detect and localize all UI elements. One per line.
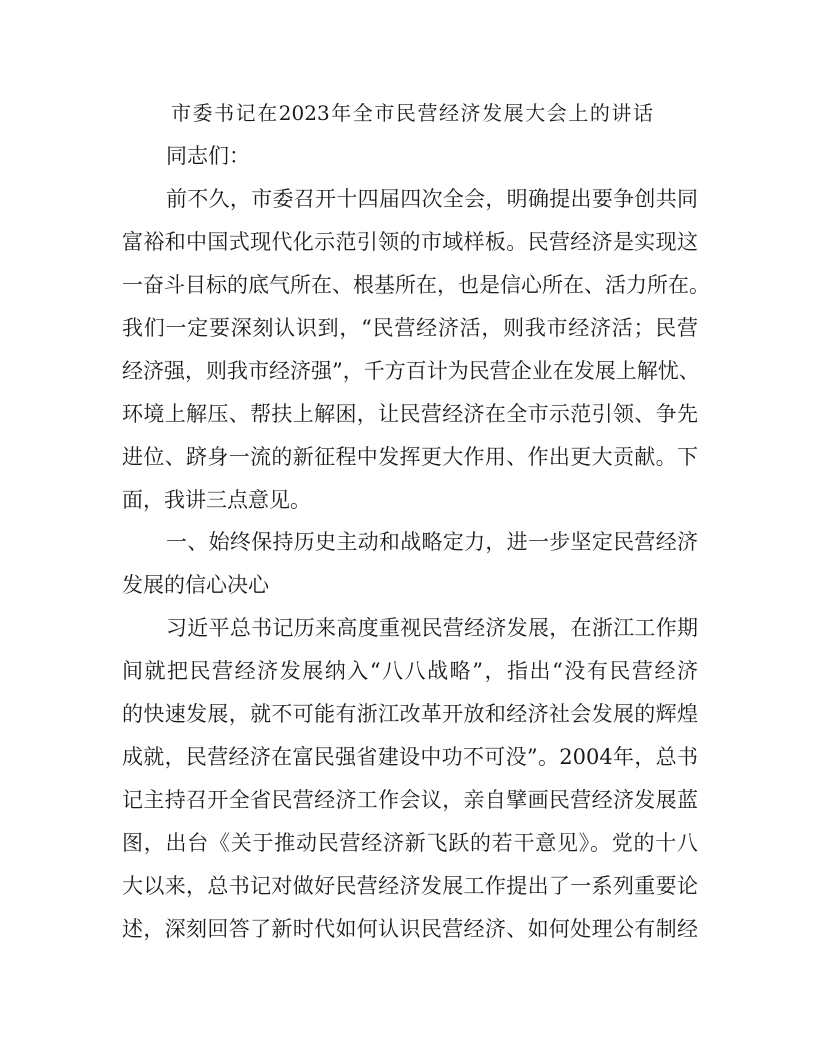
paragraph-line: 我们一定要深刻认识到，“民营经济活，则我市经济活；民营 [122,316,698,340]
paragraph-line: 环境上解压、帮扶上解困，让民营经济在全市示范引领、争先 [122,402,698,426]
salutation: 同志们： [166,144,250,168]
paragraph-line: 经济强，则我市经济强”，千方百计为民营企业在发展上解忧、 [122,359,700,383]
document-title: 市委书记在2023年全市民营经济发展大会上的讲话 [171,101,653,125]
heading-line: 发展的信心决心 [122,573,269,597]
paragraph-line: 成就，民营经济在富民强省建设中功不可没”。2004年，总书 [122,745,698,769]
paragraph-line: 间就把民营经济发展纳入“八八战略”，指出“没有民营经济 [122,659,698,683]
paragraph-line: 习近平总书记历来高度重视民营经济发展，在浙江工作期 [166,616,698,640]
paragraph-line: 前不久，市委召开十四届四次全会，明确提出要争创共同 [166,187,698,211]
paragraph-line: 记主持召开全省民营经济工作会议，亲自擘画民营经济发展蓝 [122,788,698,812]
paragraph-line: 一奋斗目标的底气所在、根基所在，也是信心所在、活力所在。 [122,273,710,297]
heading-line: 一、始终保持历史主动和战略定力，进一步坚定民营经济 [166,530,698,554]
paragraph-line: 的快速发展，就不可能有浙江改革开放和经济社会发展的辉煌 [122,702,698,726]
paragraph-line: 大以来，总书记对做好民营经济发展工作提出了一系列重要论 [122,874,698,898]
paragraph-line: 面，我讲三点意见。 [122,488,311,512]
paragraph-line: 述，深刻回答了新时代如何认识民营经济、如何处理公有制经 [122,917,698,941]
paragraph-line: 富裕和中国式现代化示范引领的市域样板。民营经济是实现这 [122,230,698,254]
paragraph-line: 图，出台《关于推动民营经济新飞跃的若干意见》。党的十八 [122,831,698,855]
paragraph-line: 进位、跻身一流的新征程中发挥更大作用、作出更大贡献。下 [122,445,698,469]
